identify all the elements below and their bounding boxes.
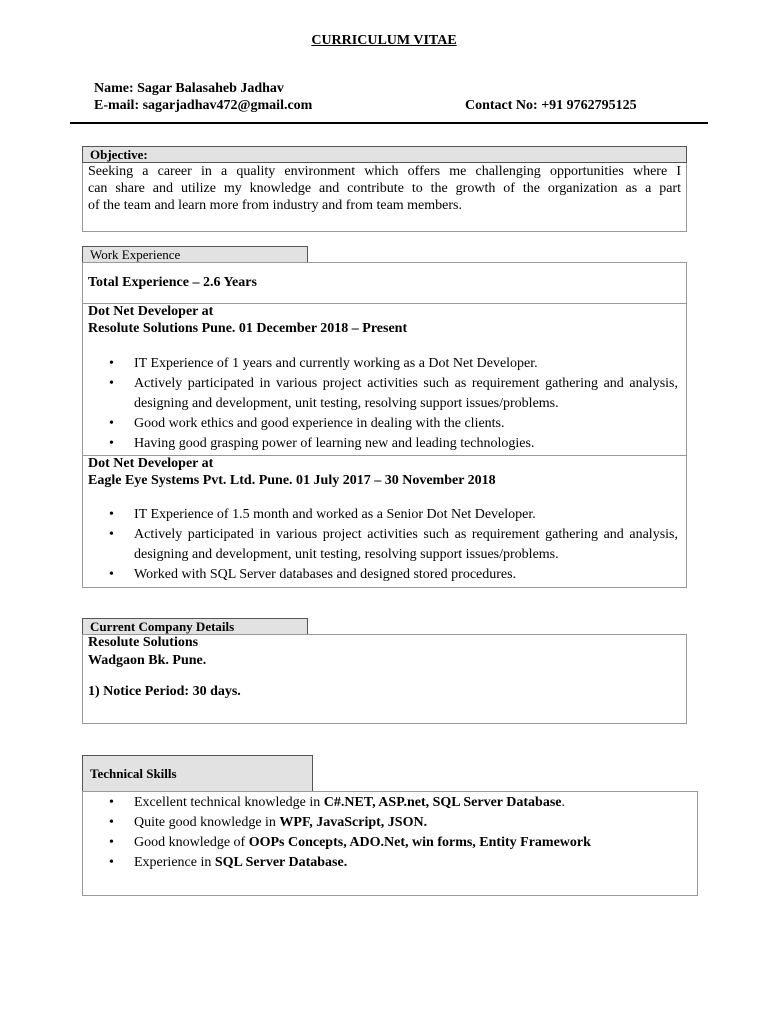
objective-heading: Objective: [82,146,687,163]
work-experience-heading-label: Work Experience [90,247,181,262]
skill-text: . [561,795,565,810]
job-bullet: • Good work ethics and good experience in dealing with the clients. [82,414,678,434]
objective-line: Seeking a career in a quality environment which offers me challenging opportunities where I [88,164,681,179]
skill-text: Experience in [134,855,215,870]
job-2-bullets [82,505,678,585]
job-company: Eagle Eye Systems Pvt. Ltd. Pune. 01 July 2017 – 30 November 2018 [88,473,496,488]
job-company: Resolute Solutions Pune. 01 December 2018 – Present [88,321,408,336]
skill-text: Good knowledge of [134,835,249,850]
skill-highlight: OOPs Concepts, ADO.Net, win forms, Entity Framework [248,835,591,850]
job-bullet: • IT Experience of 1.5 month and worked as a Senior Dot Net Developer. [82,505,678,525]
skills-list [82,793,692,873]
header-divider [70,122,708,124]
skill-highlight: WPF, JavaScript, JSON. [279,815,428,830]
job-1-bullets [82,354,678,454]
objective-line: of the team and learn more from industry and from team members. [88,198,462,213]
notice-period: 1) Notice Period: 30 days. [88,684,241,699]
skill-item [82,833,692,853]
candidate-name: Name: Sagar Balasaheb Jadhav [94,81,284,96]
skill-item [82,793,692,813]
skills-heading: Technical Skills [82,755,313,792]
objective-line: can share and utilize my knowledge and contribute to the growth of the organization as a part [88,181,681,196]
job-bullet: • Actively participated in various project activities such as requirement gathering and analysis, designing and development, unit testing, resolving support issues/problems. [82,525,678,565]
company-name: Resolute Solutions [88,635,199,650]
job-bullet: • IT Experience of 1 years and currently working as a Dot Net Developer. [82,354,678,374]
job-bullet: • Having good grasping power of learning new and leading technologies. [82,434,678,454]
skill-highlight: C#.NET, ASP.net, SQL Server Database [323,795,562,810]
job-role: Dot Net Developer at [88,304,214,319]
job-bullet: • Worked with SQL Server databases and designed stored procedures. [82,565,678,585]
candidate-email: E-mail: sagarjadhav472@gmail.com [94,98,313,113]
document-title: CURRICULUM VITAE [311,33,457,48]
total-experience: Total Experience – 2.6 Years [88,275,257,290]
skill-text: Quite good knowledge in [134,815,280,830]
skill-highlight: SQL Server Database. [214,855,348,870]
objective-text [88,163,681,214]
skill-item [82,813,692,833]
skill-item [82,853,692,873]
skill-text: Excellent technical knowledge in [134,795,324,810]
company-location: Wadgaon Bk. Pune. [88,653,207,668]
candidate-contact: Contact No: +91 9762795125 [465,98,637,113]
job-bullet: • Actively participated in various project activities such as requirement gathering and analysis, designing and development, unit testing, resolving support issues/problems. [82,374,678,414]
company-heading: Current Company Details [82,618,308,635]
work-experience-heading [82,246,308,263]
job-role: Dot Net Developer at [88,456,214,471]
